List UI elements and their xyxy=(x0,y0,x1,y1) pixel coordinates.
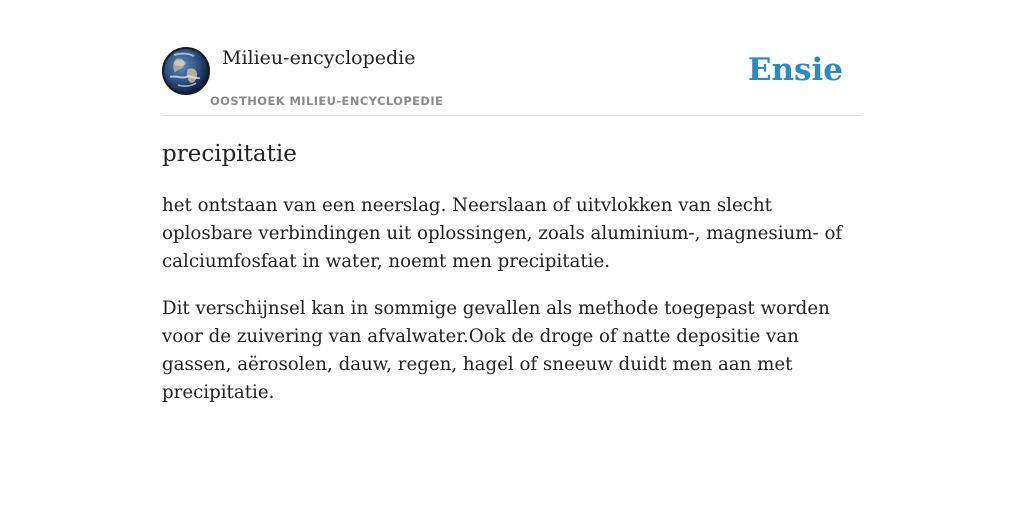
entry-container xyxy=(162,0,862,403)
site-title[interactable]: Milieu-encyclopedie xyxy=(222,47,416,69)
ensie-logo-link[interactable]: Ensie xyxy=(747,52,843,88)
site-subtitle: OOSTHOEK MILIEU-ENCYCLOPEDIE xyxy=(210,94,444,108)
definition-paragraph: Dit verschijnsel kan in sommige gevallen als methode toegepast worden voor de zuivering van afvalwater.Ook de droge of natte depositie van gassen, aërosolen, dauw, regen, hagel of sneeuw duidt men aan met precipitatie. xyxy=(162,298,830,403)
definition-paragraph: het ontstaan van een neerslag. Neerslaan of uitvlokken van slecht oplosbare verbindingen uit oplossingen, zoals aluminium-, magnesium- of calciumfosfaat in water, noemt men precipitatie. xyxy=(162,195,843,272)
earth-globe-icon[interactable] xyxy=(162,47,210,95)
header xyxy=(162,0,862,116)
entry-definition xyxy=(162,192,862,426)
entry-term-title: precipitatie xyxy=(162,141,297,167)
